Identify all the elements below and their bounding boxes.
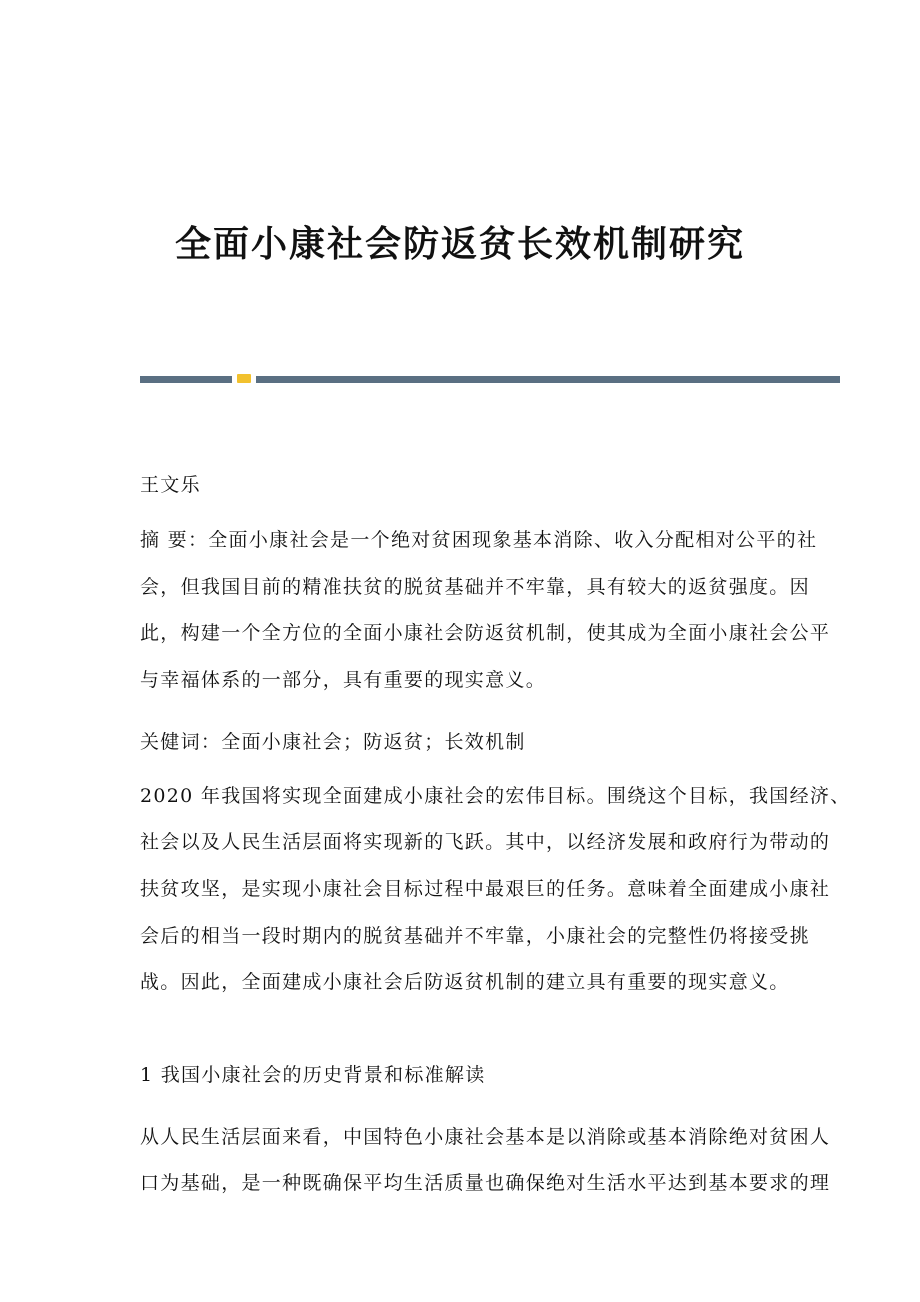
abstract-line: 摘 要：全面小康社会是一个绝对贫困现象基本消除、收入分配相对公平的社 [140,529,818,551]
author: 王文乐 [140,474,201,496]
section-heading: 1 我国小康社会的历史背景和标准解读 [140,1064,486,1086]
intro-line: 社会以及人民生活层面将实现新的飞跃。其中，以经济发展和政府行为带动的 [140,831,831,853]
document-title: 全面小康社会防返贫长效机制研究 [174,223,745,265]
intro-line: 扶贫攻坚，是实现小康社会目标过程中最艰巨的任务。意味着全面建成小康社 [140,878,831,900]
intro-line: 2020 年我国将实现全面建成小康社会的宏伟目标。围绕这个目标，我国经济、 [140,785,851,807]
body-line: 从人民生活层面来看，中国特色小康社会基本是以消除或基本消除绝对贫困人 [140,1126,831,1148]
divider-left [140,376,232,383]
keywords: 关健词：全面小康社会；防返贫；长效机制 [140,731,526,753]
divider-ornament [237,374,251,383]
body-line: 口为基础，是一种既确保平均生活质量也确保绝对生活水平达到基本要求的理 [140,1172,831,1194]
abstract-line: 会，但我国目前的精准扶贫的脱贫基础并不牢靠，具有较大的返贫强度。因 [140,576,810,598]
intro-line: 会后的相当一段时期内的脱贫基础并不牢靠，小康社会的完整性仍将接受挑 [140,925,810,947]
abstract-line: 此，构建一个全方位的全面小康社会防返贫机制，使其成为全面小康社会公平 [140,622,831,644]
intro-line: 战。因此，全面建成小康社会后防返贫机制的建立具有重要的现实意义。 [140,971,790,993]
divider-right [256,376,840,383]
abstract-line: 与幸福体系的一部分，具有重要的现实意义。 [140,669,547,691]
